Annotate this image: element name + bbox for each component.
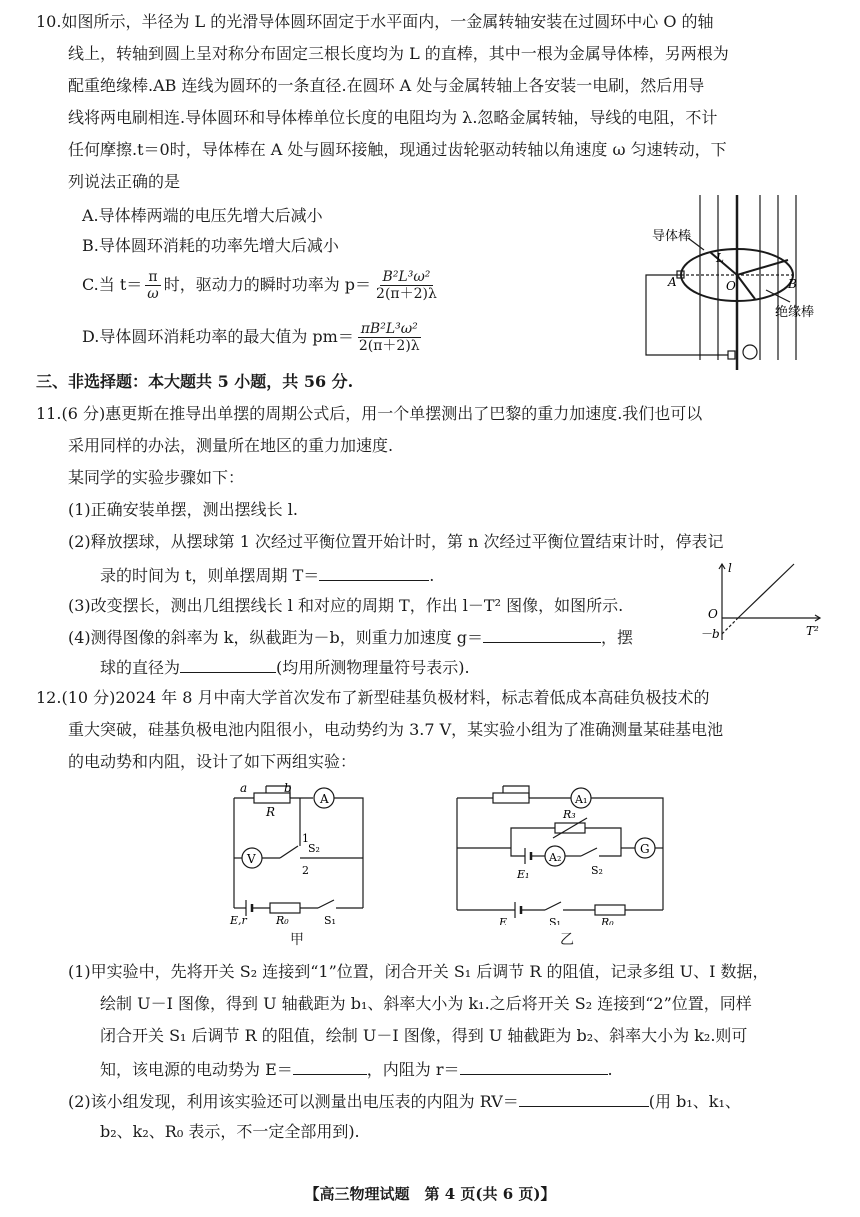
q11-step1: (1)正确安装单摆，测出摆线长 l. [68, 500, 298, 519]
p2a-tail: (用 b₁、k₁、 [648, 1092, 741, 1111]
switch-s1 [545, 902, 561, 910]
ammeter-a1-label: A₁ [575, 793, 588, 806]
frac-den: 2(π＋2)λ [376, 286, 437, 302]
frac-num: B²L³ω² [380, 269, 434, 286]
section-3-heading: 三、非选择题：本大题共 5 小题，共 56 分. [36, 372, 354, 391]
q10-option-d [82, 318, 425, 356]
resistor-r0 [595, 905, 625, 915]
circuit-jia [220, 780, 380, 925]
answer-blank-voltmeter-resistance[interactable] [519, 1090, 649, 1107]
fig-label-b: B [788, 277, 797, 291]
graph-y-label: l [728, 561, 732, 575]
p2a-text: (2)该小组发现，利用该实验还可以测量出电压表的内阻为 RV＝ [68, 1092, 519, 1111]
label-b: b [284, 781, 292, 795]
label-s1: S₁ [324, 914, 336, 925]
q10-line4: 线将两电刷相连.导体圆环和导体棒单位长度的电阻均为 λ.忽略金属转轴，导线的电阻，不计 [68, 108, 718, 127]
insulating-rod [737, 275, 755, 299]
label-r0: R₀ [601, 916, 614, 925]
wire [599, 848, 621, 856]
label-s1: S₁ [549, 916, 561, 925]
q11-step3: (3)改变摆长，测出几组摆线长 l 和对应的周期 T，作出 l－T² 图像，如图所示. [68, 596, 624, 615]
label-e1: E₁ [517, 868, 530, 881]
q11-step2a: (2)释放摆球，从摆球第 1 次经过平衡位置开始计时，第 n 次经过平衡位置结束计时，停表记 [68, 532, 724, 551]
option-c-text: C.当 t＝ [82, 275, 143, 294]
answer-blank-emf[interactable] [293, 1058, 367, 1075]
switch-s1 [318, 900, 334, 908]
q12-p2b: b₂、k₂、R₀ 表示，不一定全部用到). [100, 1122, 360, 1141]
fig-label-insulator: 绝缘棒 [775, 305, 815, 320]
wire-right [334, 798, 363, 908]
switch-pos-2: 2 [302, 864, 309, 877]
q12-p1c: 闭合开关 S₁ 后调节 R 的阻值，绘制 U－I 图像，得到 U 轴截距为 b₂、斜率大小为 k₂.则可 [100, 1026, 748, 1045]
circuit-yi [445, 780, 675, 925]
label-s2: S₂ [308, 842, 320, 855]
q10-option-a: A.导体棒两端的电压先增大后减小 [82, 206, 323, 225]
step2b-text: 录的时间为 t，则单摆周期 T＝ [100, 566, 320, 585]
graph-intercept-label: －b [700, 627, 720, 641]
q10-option-c [82, 266, 442, 304]
figure-caption-yi: 乙 [560, 932, 574, 948]
extrapolated-line [722, 618, 738, 634]
brush-axle [728, 351, 735, 359]
fig-label-rod: 导体棒 [652, 229, 692, 244]
q10-line3: 配重绝缘棒.AB 连线为圆环的一条直径.在圆环 A 处与金属转轴上各安装一电刷，然后用导 [68, 76, 705, 95]
label-r0: R₀ [276, 914, 289, 925]
label-s2: S₂ [591, 864, 603, 877]
wire [511, 828, 555, 848]
gear-icon [743, 345, 757, 359]
step4a-text: (4)测得图像的斜率为 k，纵截距为－b，则重力加速度 g＝ [68, 628, 484, 647]
answer-blank-internal-resistance[interactable] [460, 1058, 608, 1075]
switch-s2 [280, 846, 298, 858]
q10-line2: 线上，转轴到圆上呈对称分布固定三根长度均为 L 的直棒，其中一根为金属导体棒，另两根为 [68, 44, 729, 63]
frac-den: 2(π＋2)λ [358, 338, 420, 354]
q11-line1: 11.(6 分)惠更斯在推导出单摆的周期公式后，用一个单摆测出了巴黎的重力加速度.我们也可以 [36, 404, 703, 423]
resistor-r0 [270, 903, 300, 913]
wire [585, 828, 621, 848]
q12-p1a: (1)甲实验中，先将开关 S₂ 连接到“1”位置，闭合开关 S₁ 后调节 R 的阻值，记录多组 U、I 数据， [68, 962, 769, 981]
slider-wire [503, 786, 529, 798]
option-c-power-fraction [373, 269, 440, 302]
p1d-mid: ，内阻为 r＝ [366, 1060, 460, 1079]
step4b-text: 球的直径为 [100, 658, 181, 677]
label-r3: R₃ [563, 808, 576, 821]
q12-line3: 的电动势和内阻，设计了如下两组实验： [68, 752, 357, 771]
switch-pos-1: 1 [302, 832, 309, 845]
p1d-tail: . [607, 1060, 613, 1079]
option-c-text-mid: 时，驱动力的瞬时功率为 p＝ [163, 275, 372, 294]
label-a: a [240, 781, 248, 795]
fig-label-o: O [726, 279, 736, 293]
graph-x-label: T² [806, 624, 819, 638]
rotating-rod-figure [640, 190, 830, 375]
q10-option-b: B.导体圆环消耗的功率先增大后减小 [82, 236, 339, 255]
answer-blank-gravity[interactable] [483, 626, 601, 643]
p1d-text: 知，该电源的电动势为 E＝ [100, 1060, 293, 1079]
switch-s2 [581, 848, 597, 856]
voltmeter-label: V [247, 852, 256, 866]
galvanometer-label: G [640, 842, 650, 856]
label-e: E [499, 916, 508, 925]
q11-step2b: 录的时间为 t，则单摆周期 T＝ . [100, 566, 435, 585]
label-emf: E,r [230, 914, 247, 925]
page-footer: 【高三物理试题 第 4 页(共 6 页)】 [304, 1185, 556, 1203]
q10-line6: 列说法正确的是 [68, 172, 181, 191]
step4b-tail: (均用所测物理量符号表示). [276, 658, 470, 677]
q10-line1: 10.如图所示，半径为 L 的光滑导体圆环固定于水平面内，一金属转轴安装在过圆环中心 O 的轴 [36, 12, 714, 31]
option-c-time-fraction [144, 269, 161, 302]
fig-label-a: A [668, 275, 677, 289]
frac-den: ω [147, 286, 159, 302]
figure-caption-jia: 甲 [290, 932, 304, 948]
graph-origin-label: O [708, 607, 718, 621]
answer-blank-period[interactable] [319, 564, 429, 581]
fig-label-l: L [716, 251, 724, 265]
q11-step4a [68, 626, 633, 648]
q12-p1b: 绘制 U－I 图像，得到 U 轴截距为 b₁、斜率大小为 k₁.之后将开关 S₂ 连接到“2”位置，同样 [100, 994, 752, 1013]
q11-step4b [100, 656, 470, 678]
wire-right [591, 798, 663, 910]
q10-line5: 任何摩擦.t＝0时，导体棒在 A 处与圆环接触，现通过齿轮驱动转轴以角速度 ω 匀速转动，下 [68, 140, 727, 159]
variable-arrow [553, 818, 587, 838]
ammeter-label: A [320, 792, 329, 806]
step4a-tail: ，摆 [601, 628, 634, 647]
option-d-power-fraction [356, 321, 423, 354]
data-line [738, 564, 794, 618]
q12-p1d [100, 1058, 613, 1080]
wire [511, 848, 525, 856]
answer-blank-diameter[interactable] [180, 656, 276, 673]
q11-line3: 某同学的实验步骤如下： [68, 468, 245, 487]
ammeter-a2-label: A₂ [549, 851, 562, 864]
q12-line2: 重大突破，硅基负极电池内阻很小，电动势约为 3.7 V，某实验小组为了准确测量某硅基电池 [68, 720, 724, 739]
q11-line2: 采用同样的办法，测量所在地区的重力加速度. [68, 436, 394, 455]
l-t2-graph [700, 560, 825, 645]
q12-line1: 12.(10 分)2024 年 8 月中南大学首次发布了新型硅基负极材料，标志着低成本高硅负极技术的 [36, 688, 710, 707]
label-r: R [266, 805, 276, 819]
insulating-rod [737, 260, 788, 275]
frac-num: π [145, 269, 160, 286]
option-d-text: D.导体圆环消耗功率的最大值为 pm＝ [82, 327, 354, 346]
frac-num: πB²L³ω² [358, 321, 421, 338]
q12-p2a [68, 1090, 741, 1112]
rheostat [493, 793, 529, 803]
